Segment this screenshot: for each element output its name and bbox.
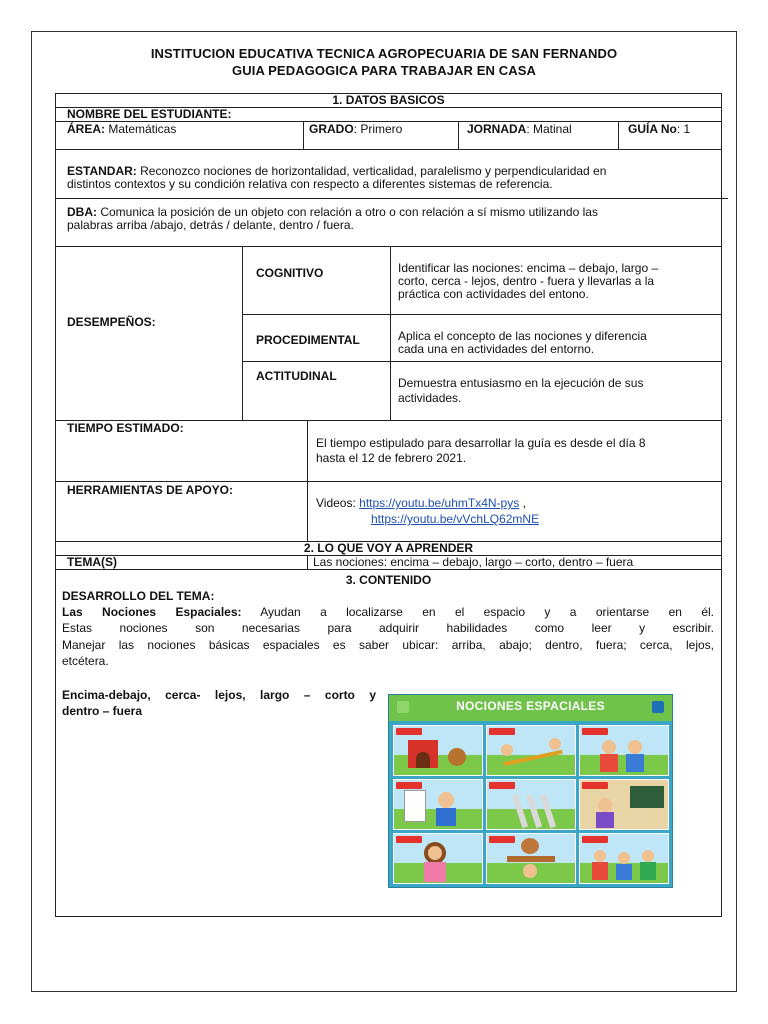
rule [55, 481, 722, 482]
grado-label: GRADO [309, 122, 354, 136]
rule [307, 420, 308, 541]
subtopic-line1: Encima-debajo, cerca- lejos, largo – corto y [62, 688, 376, 702]
section2-title: 2. LO QUE VOY A APRENDER [303, 541, 474, 555]
section3-title: 3. CONTENIDO [345, 573, 432, 587]
table-left-border [55, 93, 56, 578]
rule [55, 246, 722, 247]
video-link-1[interactable]: https://youtu.be/uhmTx4N-pys [359, 496, 520, 510]
rule [458, 121, 459, 149]
poster-panel [393, 833, 483, 884]
guide-title: GUIA PEDAGOGICA PARA TRABAJAR EN CASA [232, 63, 536, 78]
rule [55, 916, 722, 917]
child-icon [598, 798, 612, 812]
cognitivo-line1: Identificar las nociones: encima – debajo, largo – [398, 261, 659, 275]
rule [390, 246, 391, 420]
jornada-cell [467, 123, 572, 136]
actitudinal-label: ACTITUDINAL [256, 369, 337, 383]
poster-panel [486, 725, 576, 776]
procedimental-line2: cada una en actividades del entorno. [398, 342, 595, 356]
dba-line1: DBA: Comunica la posición de un objeto con relación a otro o con relación a sí mismo utilizando las [67, 205, 598, 219]
cognitivo-label: COGNITIVO [256, 266, 324, 280]
poster-panel [579, 779, 669, 830]
poster-panel [579, 725, 669, 776]
easel-icon [404, 790, 426, 822]
table-icon [507, 856, 555, 862]
estandar-line2: distintos contextos y su condición relativa con respecto a diferentes sistemas de referencia. [67, 177, 553, 191]
actitudinal-line1: Demuestra entusiasmo en la ejecución de sus [398, 376, 644, 390]
content-p1-line2: Estas nociones son necesarias para adquirir habilidades como leer y escribir. [62, 621, 714, 635]
tema-label: TEMA(S) [67, 555, 117, 569]
nociones-label: Las Nociones Espaciales: [62, 605, 242, 619]
herramientas-label: HERRAMIENTAS DE APOYO: [67, 483, 234, 497]
cognitivo-line2: corto, cerca - lejos, dentro - fuera y llevarlas a la [398, 274, 655, 288]
rule [618, 121, 619, 149]
estandar-line1: ESTANDAR: Reconozco nociones de horizontalidad, verticalidad, paralelismo y perpendicularidad en [67, 164, 607, 178]
table-right-border [721, 93, 722, 578]
child-icon [594, 850, 606, 862]
tiempo-line1: El tiempo estipulado para desarrollar la guía es desde el día 8 [316, 436, 646, 450]
cognitivo-line3: práctica con actividades del entono. [398, 287, 589, 301]
rule [242, 361, 722, 362]
poster-panel [486, 833, 576, 884]
desempenos-label: DESEMPEÑOS: [67, 315, 156, 329]
guia-cell [628, 123, 690, 136]
rule [55, 569, 722, 570]
subtopic-line2: dentro – fuera [62, 704, 143, 718]
videos-line2 [371, 513, 539, 526]
content-p1-line3: Manejar las nociones básicas espaciales es saber ubicar: arriba, abajo; dentro, fuera; cerca, lejos, [62, 638, 714, 652]
desarrollo-label: DESARROLLO DEL TEMA: [62, 589, 215, 603]
tema-value: Las nociones: encima – debajo, largo – corto, dentro – fuera [313, 555, 634, 569]
rule [242, 314, 722, 315]
section1-title: 1. DATOS BASICOS [332, 93, 445, 107]
jornada-value: : Matinal [526, 122, 572, 136]
child-icon [438, 792, 454, 808]
poster-panel [579, 833, 669, 884]
procedimental-line1: Aplica el concepto de las nociones y diferencia [398, 329, 647, 343]
guia-value: : 1 [676, 122, 691, 136]
videos-line1: Videos: https://youtu.be/uhmTx4N-pys , [316, 496, 526, 510]
tiempo-label: TIEMPO ESTIMADO: [67, 421, 184, 435]
content-p1-line1: Las Nociones Espaciales: Ayudan a localizarse en el espacio y a orientarse en él. [62, 605, 714, 619]
rule [721, 569, 722, 917]
area-value: Matemáticas [105, 122, 177, 136]
student-name-label: NOMBRE DEL ESTUDIANTE: [67, 107, 232, 121]
video-link-2[interactable]: https://youtu.be/vVchLQ62mNE [371, 512, 540, 526]
procedimental-label: PROCEDIMENTAL [256, 333, 360, 347]
chalkboard-icon [630, 786, 664, 808]
nociones-espaciales-poster [388, 694, 673, 888]
content-p1-line4: etcétera. [62, 654, 109, 668]
poster-panel [393, 725, 483, 776]
rule [55, 569, 56, 917]
area-label: ÁREA: [67, 122, 105, 136]
poster-panel [393, 779, 483, 830]
grado-cell [309, 123, 402, 136]
child-icon [602, 740, 616, 754]
estandar-label: ESTANDAR: [67, 164, 137, 178]
tiempo-line2: hasta el 12 de febrero 2021. [316, 451, 467, 465]
dba-label: DBA: [67, 205, 97, 219]
actitudinal-line2: actividades. [398, 391, 462, 405]
dba-line2: palabras arriba /abajo, detrás / delante, dentro / fuera. [67, 218, 354, 232]
rule [55, 198, 728, 199]
rule [242, 246, 243, 420]
videos-label: Videos: [316, 496, 360, 510]
rule [307, 555, 308, 569]
grado-value: : Primero [353, 122, 403, 136]
rule [55, 149, 722, 150]
poster-panel [486, 779, 576, 830]
area-cell [67, 123, 176, 136]
dog-icon [448, 748, 466, 766]
school-name: INSTITUCION EDUCATIVA TECNICA AGROPECUARIA DE SAN FERNANDO [150, 46, 618, 61]
rule [303, 121, 304, 149]
guia-label: GUÍA No [628, 122, 677, 136]
poster-title: NOCIONES ESPACIALES [456, 699, 605, 713]
jornada-label: JORNADA [467, 122, 527, 136]
teddy-bear-icon [521, 838, 539, 854]
